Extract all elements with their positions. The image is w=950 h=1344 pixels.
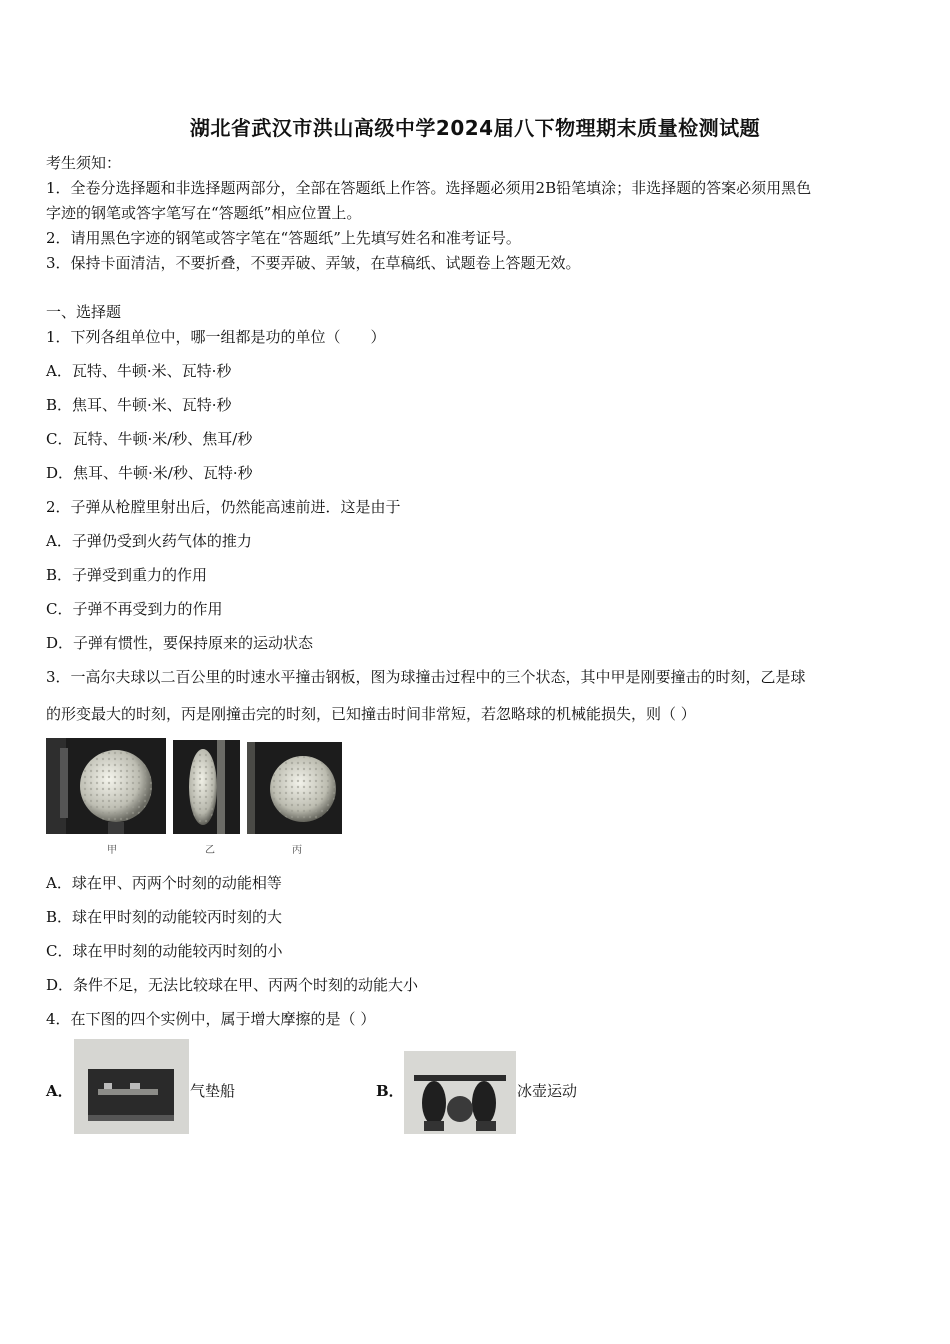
q3-option-c[interactable]: C．球在甲时刻的动能较丙时刻的小 — [46, 942, 283, 960]
q2-option-c[interactable]: C．子弹不再受到力的作用 — [46, 600, 223, 618]
caption-bing: 丙 — [292, 845, 302, 856]
q1-stem: 1．下列各组单位中，哪一组都是功的单位（ ） — [46, 328, 386, 346]
q4-option-a-text[interactable]: 气垫船 — [190, 1082, 236, 1100]
q1-option-d[interactable]: D．焦耳、牛顿·米/秒、瓦特·秒 — [46, 464, 253, 482]
q3-stem-line-1: 3．一高尔夫球以二百公里的时速水平撞击钢板，图为球撞击过程中的三个状态，其中甲是刚要撞击的时刻，乙是球 — [46, 668, 806, 686]
q2-stem: 2．子弹从枪膛里射出后，仍然能高速前进．这是由于 — [46, 498, 401, 516]
golf-ball-image-yi — [173, 740, 240, 834]
hovercraft-image — [74, 1039, 189, 1134]
notice-item-3: 3．保持卡面清洁，不要折叠，不要弄破、弄皱，在草稿纸、试题卷上答题无效。 — [46, 254, 581, 272]
q3-option-b[interactable]: B．球在甲时刻的动能较丙时刻的大 — [46, 908, 283, 926]
page-title: 湖北省武汉市洪山高级中学2024届八下物理期末质量检测试题 — [189, 116, 761, 140]
q4-option-a-label[interactable]: A． — [46, 1082, 73, 1100]
q1-option-c[interactable]: C．瓦特、牛顿·米/秒、焦耳/秒 — [46, 430, 253, 448]
q1-option-b[interactable]: B．焦耳、牛顿·米、瓦特·秒 — [46, 396, 232, 414]
golf-ball-image-bing — [247, 742, 342, 834]
notice-item-2: 2．请用黑色字迹的钢笔或答字笔在“答题纸”上先填写姓名和准考证号。 — [46, 229, 521, 247]
q4-option-b-text[interactable]: 冰壶运动 — [517, 1082, 578, 1100]
q2-option-d[interactable]: D．子弹有惯性，要保持原来的运动状态 — [46, 634, 314, 652]
q4-option-b-label[interactable]: B． — [376, 1082, 404, 1100]
curling-image — [404, 1051, 516, 1134]
notice-item-1-line-2: 字迹的钢笔或答字笔写在“答题纸”相应位置上。 — [46, 204, 362, 222]
notice-item-1-line-1: 1．全卷分选择题和非选择题两部分，全部在答题纸上作答。选择题必须用2B铅笔填涂；非选择题的答案必须用黑色 — [46, 179, 812, 197]
q2-option-a[interactable]: A．子弹仍受到火药气体的推力 — [46, 532, 252, 550]
caption-yi: 乙 — [205, 845, 215, 856]
q3-stem-line-2: 的形变最大的时刻，丙是刚撞击完的时刻，已知撞击时间非常短，若忽略球的机械能损失，则（ ） — [46, 705, 696, 723]
q2-option-b[interactable]: B．子弹受到重力的作用 — [46, 566, 208, 584]
q3-option-d[interactable]: D．条件不足，无法比较球在甲、丙两个时刻的动能大小 — [46, 976, 419, 994]
q1-option-a[interactable]: A．瓦特、牛顿·米、瓦特·秒 — [46, 362, 232, 380]
section-heading: 一、选择题 — [46, 303, 122, 321]
q4-stem: 4．在下图的四个实例中，属于增大摩擦的是（ ） — [46, 1010, 376, 1028]
notice-heading: 考生须知： — [46, 154, 122, 172]
caption-jia: 甲 — [107, 845, 117, 856]
q3-option-a[interactable]: A．球在甲、丙两个时刻的动能相等 — [46, 874, 282, 892]
golf-ball-image-jia — [46, 738, 166, 834]
